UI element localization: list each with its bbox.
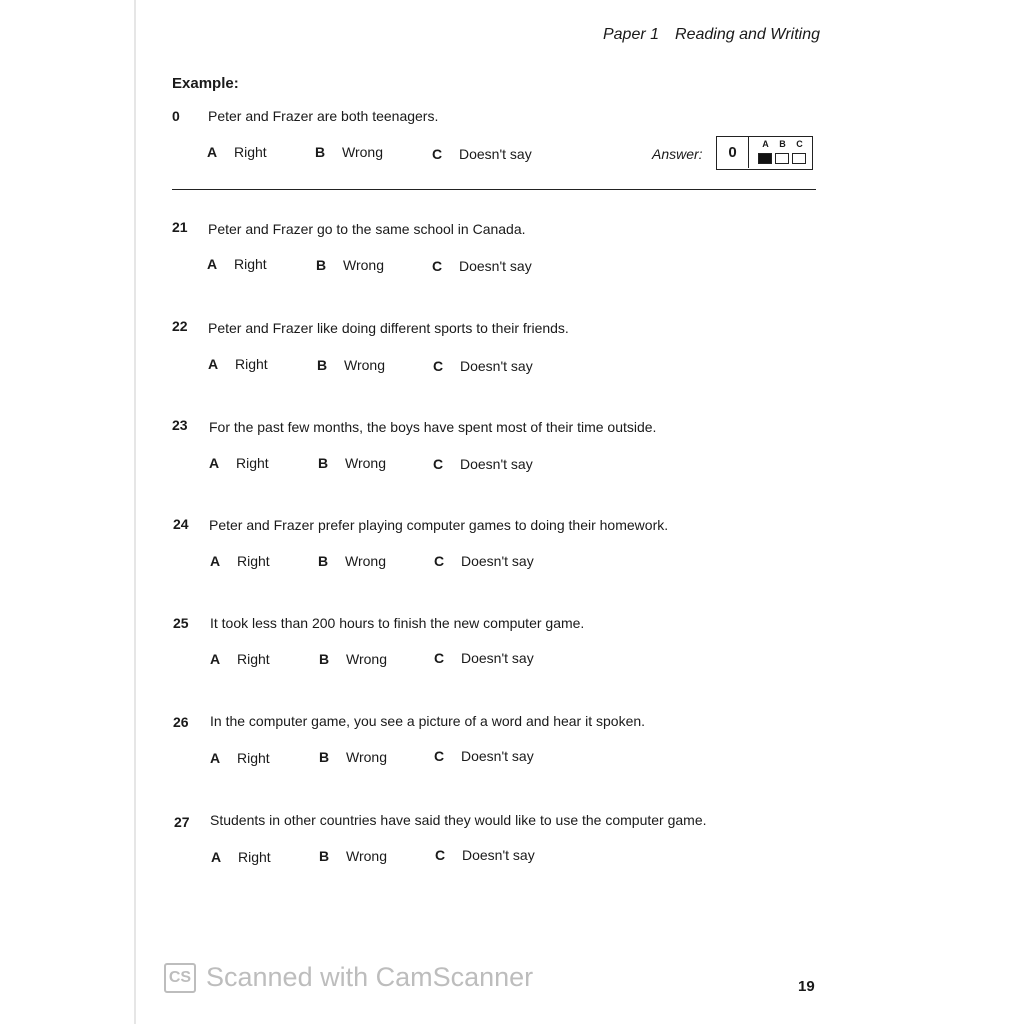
answer-box-c	[792, 153, 806, 164]
option-letter: A	[210, 651, 221, 667]
option-letter: C	[433, 456, 444, 472]
option-a[interactable]	[208, 356, 268, 372]
question-text: Peter and Frazer go to the same school in Canada.	[208, 221, 526, 237]
question-text: Peter and Frazer prefer playing computer games to doing their homework.	[209, 517, 669, 533]
option-letter: B	[319, 651, 330, 667]
option-letter: B	[316, 257, 327, 273]
example-option-c	[432, 146, 532, 162]
grid-letter-b: B	[779, 139, 786, 149]
option-text: Doesn't say	[461, 553, 534, 569]
section-label: Reading and Writing	[675, 26, 820, 43]
camscanner-logo-icon: CS	[164, 963, 196, 993]
option-a[interactable]	[207, 256, 267, 272]
example-option-a	[207, 144, 267, 160]
option-letter: B	[319, 848, 330, 864]
option-text: Doesn't say	[459, 146, 532, 162]
option-letter: B	[317, 357, 328, 373]
option-letter: C	[433, 358, 444, 374]
option-text: Doesn't say	[461, 650, 534, 666]
camscanner-watermark	[164, 962, 533, 993]
option-text: Wrong	[346, 749, 387, 765]
option-letter: B	[319, 749, 330, 765]
scan-edge	[134, 0, 136, 1024]
option-c[interactable]	[433, 358, 533, 374]
option-a[interactable]	[210, 553, 270, 569]
question-number: 26	[173, 714, 189, 730]
page-header	[560, 26, 820, 44]
option-text: Wrong	[342, 144, 383, 160]
option-c[interactable]	[432, 258, 532, 274]
grid-letter-a: A	[762, 139, 769, 149]
option-letter: A	[209, 455, 220, 471]
page-number: 19	[798, 978, 815, 995]
option-a[interactable]	[209, 455, 269, 471]
option-c[interactable]	[434, 553, 534, 569]
option-text: Wrong	[346, 848, 387, 864]
option-letter: C	[434, 553, 445, 569]
example-number: 0	[172, 108, 180, 124]
option-text: Right	[237, 750, 270, 766]
option-c[interactable]	[435, 847, 535, 863]
option-text: Right	[234, 144, 267, 160]
question-number: 22	[172, 318, 188, 334]
option-text: Wrong	[344, 357, 385, 373]
option-b[interactable]	[319, 651, 387, 667]
option-b[interactable]	[319, 848, 387, 864]
option-b[interactable]	[317, 357, 385, 373]
option-letter: A	[210, 553, 221, 569]
question-text: In the computer game, you see a picture of a word and hear it spoken.	[210, 713, 646, 729]
answer-label: Answer:	[652, 146, 703, 162]
answer-box-b	[775, 153, 789, 164]
option-text: Right	[237, 553, 270, 569]
option-text: Wrong	[346, 651, 387, 667]
option-letter: C	[432, 146, 443, 162]
option-text: Right	[238, 849, 271, 865]
option-letter: B	[318, 553, 329, 569]
option-letter: A	[207, 256, 218, 272]
question-number: 21	[172, 219, 188, 235]
grid-letter-c: C	[796, 139, 803, 149]
option-text: Doesn't say	[460, 358, 533, 374]
option-letter: B	[315, 144, 326, 160]
answer-grid-letters	[757, 139, 811, 149]
answer-grid-boxes	[758, 153, 809, 171]
option-text: Doesn't say	[462, 847, 535, 863]
example-divider	[172, 189, 816, 190]
question-number: 25	[173, 615, 189, 631]
option-a[interactable]	[211, 849, 271, 865]
option-text: Doesn't say	[460, 456, 533, 472]
option-b[interactable]	[318, 455, 386, 471]
paper-label: Paper 1	[602, 26, 660, 43]
option-letter: A	[208, 356, 219, 372]
example-heading: Example:	[172, 75, 239, 92]
option-c[interactable]	[434, 650, 534, 666]
question-text: Students in other countries have said they would like to use the computer game.	[210, 812, 707, 828]
example-text: Peter and Frazer are both teenagers.	[208, 108, 439, 124]
option-c[interactable]	[433, 456, 533, 472]
option-letter: C	[432, 258, 443, 274]
option-text: Right	[237, 651, 270, 667]
option-text: Right	[235, 356, 268, 372]
option-a[interactable]	[210, 651, 270, 667]
option-a[interactable]	[210, 750, 270, 766]
answer-box	[716, 136, 813, 170]
option-text: Right	[236, 455, 269, 471]
example-option-b	[315, 144, 383, 160]
option-letter: A	[210, 750, 221, 766]
option-letter: C	[434, 748, 445, 764]
answer-number: 0	[717, 137, 749, 168]
watermark-text: Scanned with CamScanner	[206, 962, 534, 992]
option-c[interactable]	[434, 748, 534, 764]
question-text: For the past few months, the boys have spent most of their time outside.	[209, 419, 657, 435]
option-text: Doesn't say	[459, 258, 532, 274]
option-b[interactable]	[318, 553, 386, 569]
option-text: Right	[234, 256, 267, 272]
option-letter: A	[211, 849, 222, 865]
option-text: Doesn't say	[461, 748, 534, 764]
question-text: Peter and Frazer like doing different sports to their friends.	[208, 320, 569, 336]
question-number: 24	[173, 516, 189, 532]
question-number: 23	[172, 417, 188, 433]
option-b[interactable]	[319, 749, 387, 765]
option-letter: A	[207, 144, 218, 160]
option-text: Wrong	[345, 553, 386, 569]
option-text: Wrong	[345, 455, 386, 471]
answer-box-a-filled	[758, 153, 772, 164]
option-b[interactable]	[316, 257, 384, 273]
question-number: 27	[174, 814, 190, 830]
option-letter: B	[318, 455, 329, 471]
option-letter: C	[434, 650, 445, 666]
option-letter: C	[435, 847, 446, 863]
question-text: It took less than 200 hours to finish the new computer game.	[210, 615, 585, 631]
option-text: Wrong	[343, 257, 384, 273]
